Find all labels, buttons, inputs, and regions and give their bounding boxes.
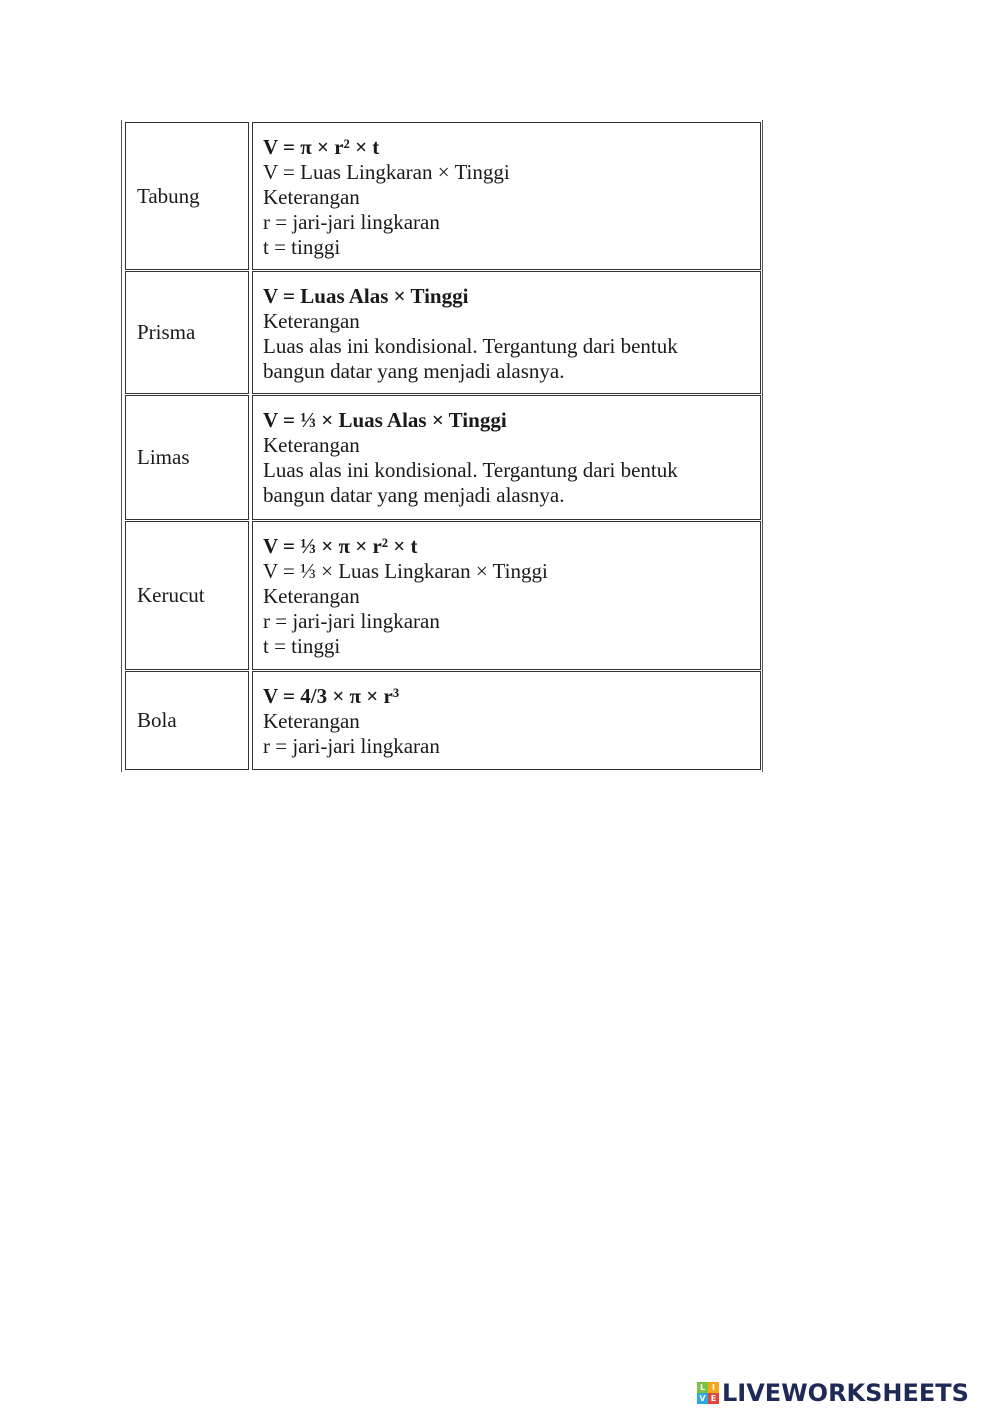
formula-line: V = π × r² × t — [263, 135, 380, 159]
formula-line: V = 4/3 × π × r³ — [263, 684, 400, 708]
shape-name-cell — [125, 271, 249, 394]
formula-line: r = jari-jari lingkaran — [263, 210, 440, 234]
shape-name-cell — [125, 122, 249, 270]
shape-name: Limas — [137, 445, 190, 469]
logo-text: LIVEWORKSHEETS — [722, 1379, 969, 1407]
table-row — [123, 120, 763, 272]
shape-name: Tabung — [137, 183, 200, 208]
logo-mark-letter: I — [708, 1382, 719, 1393]
shape-name-cell — [125, 671, 249, 770]
formula-line: V = Luas Alas × Tinggi — [263, 284, 469, 308]
shape-name: Kerucut — [137, 583, 205, 607]
table-row — [123, 393, 763, 522]
formula-line: V = Luas Lingkaran × Tinggi — [263, 160, 510, 184]
formula-line: Keterangan — [263, 309, 360, 333]
formula-line: bangun datar yang menjadi alasnya. — [263, 359, 565, 383]
formula-line: Keterangan — [263, 185, 360, 209]
formula-cell — [252, 521, 761, 670]
logo-mark-letter: L — [697, 1382, 708, 1393]
formula-line: t = tinggi — [263, 634, 341, 658]
shape-name-cell — [125, 395, 249, 520]
formula-cell — [252, 271, 761, 394]
formula-cell — [252, 671, 761, 770]
formula-line: Luas alas ini kondisional. Tergantung dari bentuk — [263, 334, 678, 358]
formula-line: Keterangan — [263, 433, 360, 457]
logo-mark-letter: E — [708, 1393, 719, 1404]
formula-line: Keterangan — [263, 584, 360, 608]
table-row — [123, 269, 763, 396]
formula-line: V = ⅓ × Luas Lingkaran × Tinggi — [263, 559, 548, 583]
liveworksheets-logo-icon — [697, 1382, 719, 1404]
table-row — [123, 519, 763, 672]
formula-line: t = tinggi — [263, 235, 341, 259]
formula-line: V = ⅓ × Luas Alas × Tinggi — [263, 408, 507, 432]
formula-line: r = jari-jari lingkaran — [263, 609, 440, 633]
formula-cell — [252, 122, 761, 270]
shape-name: Bola — [137, 708, 177, 732]
shape-name-cell — [125, 521, 249, 670]
table-row — [123, 669, 763, 772]
volume-formula-table — [121, 120, 763, 772]
formula-line: r = jari-jari lingkaran — [263, 734, 440, 758]
formula-line: Luas alas ini kondisional. Tergantung dari bentuk — [263, 458, 678, 482]
liveworksheets-logo — [697, 1378, 969, 1408]
shape-name: Prisma — [137, 320, 196, 344]
formula-line: Keterangan — [263, 709, 360, 733]
formula-line: V = ⅓ × π × r² × t — [263, 534, 418, 558]
formula-line: bangun datar yang menjadi alasnya. — [263, 483, 565, 507]
formula-cell — [252, 395, 761, 520]
logo-mark-letter: V — [697, 1393, 708, 1404]
